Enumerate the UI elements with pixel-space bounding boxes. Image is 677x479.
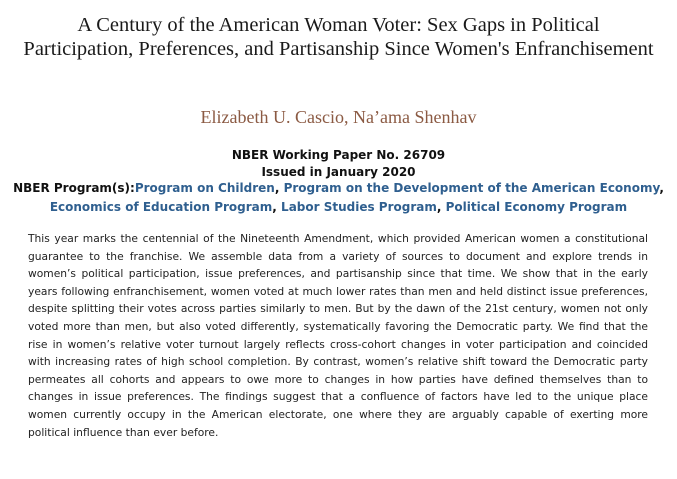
program-link-political-economy[interactable]: Political Economy Program <box>445 200 628 214</box>
paper-title: A Century of the American Woman Voter: Sex Gaps in Political Participation, Preferences, and Partisanship Since Women's Enfranchisement <box>23 14 654 60</box>
programs-label: NBER Program(s): <box>13 181 135 195</box>
paper-authors: Elizabeth U. Cascio, Na’ama Shenhav <box>200 107 477 127</box>
program-separator: , <box>274 181 284 195</box>
program-separator: , <box>436 200 446 214</box>
program-link-labor-studies[interactable]: Labor Studies Program <box>281 200 437 214</box>
abstract-text: This year marks the centennial of the Nineteenth Amendment, which provided American women a constitutional guarantee to the franchise. We assemble data from a variety of sources to document and explore trends in women’s political participation, issue preferences, and partisanship since that time. We show that in the early years following enfranchisement, women voted at much lower rates than men and held distinct issue preferences, despite splitting their votes across parties similarly to men. But by the dawn of the 21st century, women not only voted more than men, but also voted differently, systematically favoring the Democratic party. We find that the rise in women’s relative voter turnout largely reflects cross-cohort changes in voter participation and coincided with increasing rates of high school completion. By contrast, women’s relative shift toward the Democratic party permeates all cohorts and appears to owe more to changes in how parties have defined themselves than to changes in issue preferences. The findings suggest that a confluence of factors have led to the unique place women currently occupy in the American electorate, one where they are arguably capable of exerting more political influence than ever before. <box>28 232 648 439</box>
program-link-children[interactable]: Program on Children <box>134 181 275 195</box>
program-link-development-american-economy[interactable]: Program on the Development of the American Economy <box>283 181 660 195</box>
working-paper-number: NBER Working Paper No. 26709 <box>231 148 446 162</box>
programs-section <box>10 179 667 217</box>
program-separator: , <box>659 181 664 195</box>
program-separator: , <box>272 200 282 214</box>
program-link-economics-of-education[interactable]: Economics of Education Program <box>49 200 273 214</box>
issued-date: Issued in January 2020 <box>261 165 416 179</box>
